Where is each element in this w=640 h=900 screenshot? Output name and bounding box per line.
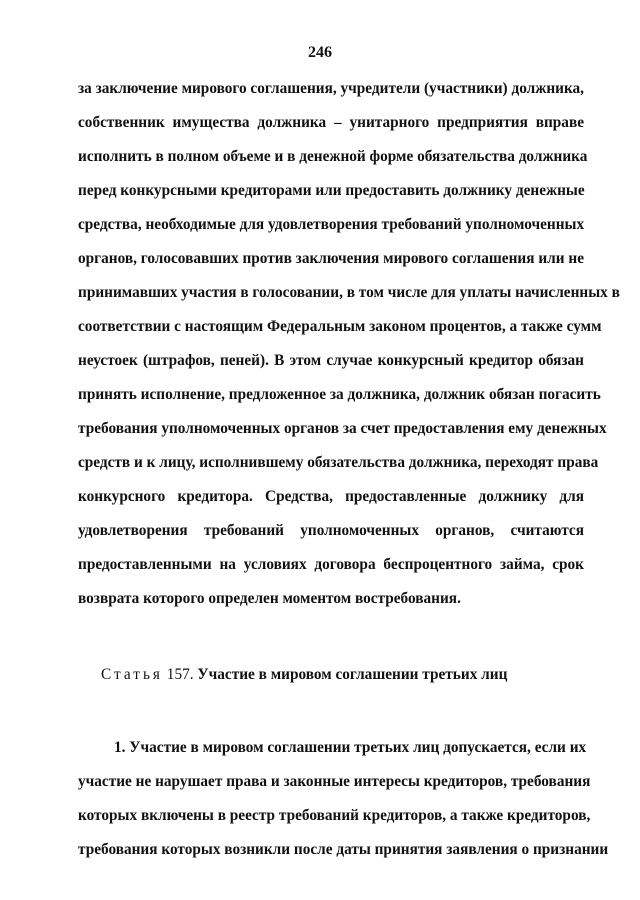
text-line: средств и к лицу, исполнившему обязательства должника, переходят права (78, 454, 599, 471)
text-line: конкурсного кредитора. Средства, предоставленные должнику для (78, 488, 584, 505)
paragraph-article-157-1 (78, 731, 609, 867)
text-line: за заключение мирового соглашения, учредители (участники) должника, (78, 80, 584, 97)
text-line: органов, голосовавших против заключения мирового соглашения или не (78, 250, 584, 267)
text-line: собственник имущества должника – унитарного предприятия вправе (78, 114, 584, 131)
article-heading (101, 666, 507, 684)
text-line: 1. Участие в мировом соглашении третьих лиц допускается, если их (114, 739, 587, 756)
text-line: требования уполномоченных органов за счет предоставления ему денежных (78, 420, 607, 437)
page-number: 246 (308, 44, 332, 61)
text-line: исполнить в полном объеме и в денежной форме обязательства должника (78, 148, 588, 165)
text-line: принимавших участия в голосовании, в том числе для уплаты начисленных в (78, 284, 620, 301)
text-line: требования которых возникли после даты принятия заявления о признании (78, 841, 609, 858)
text-line: предоставленными на условиях договора беспроцентного займа, срок (78, 556, 584, 573)
text-line: перед конкурсными кредиторами или предоставить должнику денежные (78, 182, 585, 199)
text-line: возврата которого определен моментом востребования. (78, 590, 461, 607)
text-line: принять исполнение, предложенное за должника, должник обязан погасить (78, 386, 601, 403)
article-title: Участие в мировом соглашении третьих лиц (197, 666, 508, 683)
article-number: 157. (166, 666, 194, 683)
text-line: которых включены в реестр требований кредиторов, а также кредиторов, (78, 807, 591, 824)
text-line: соответствии с настоящим Федеральным законом процентов, а также сумм (78, 318, 602, 335)
text-line: средства, необходимые для удовлетворения требований уполномоченных (78, 216, 585, 233)
text-line: неустоек (штрафов, пеней). В этом случае конкурсный кредитор обязан (78, 352, 584, 369)
article-prefix: Статья (101, 666, 163, 683)
paragraph-continuation (78, 72, 620, 616)
text-line: удовлетворения требований уполномоченных органов, считаются (78, 522, 584, 539)
text-line: участие не нарушает права и законные интересы кредиторов, требования (78, 773, 591, 790)
